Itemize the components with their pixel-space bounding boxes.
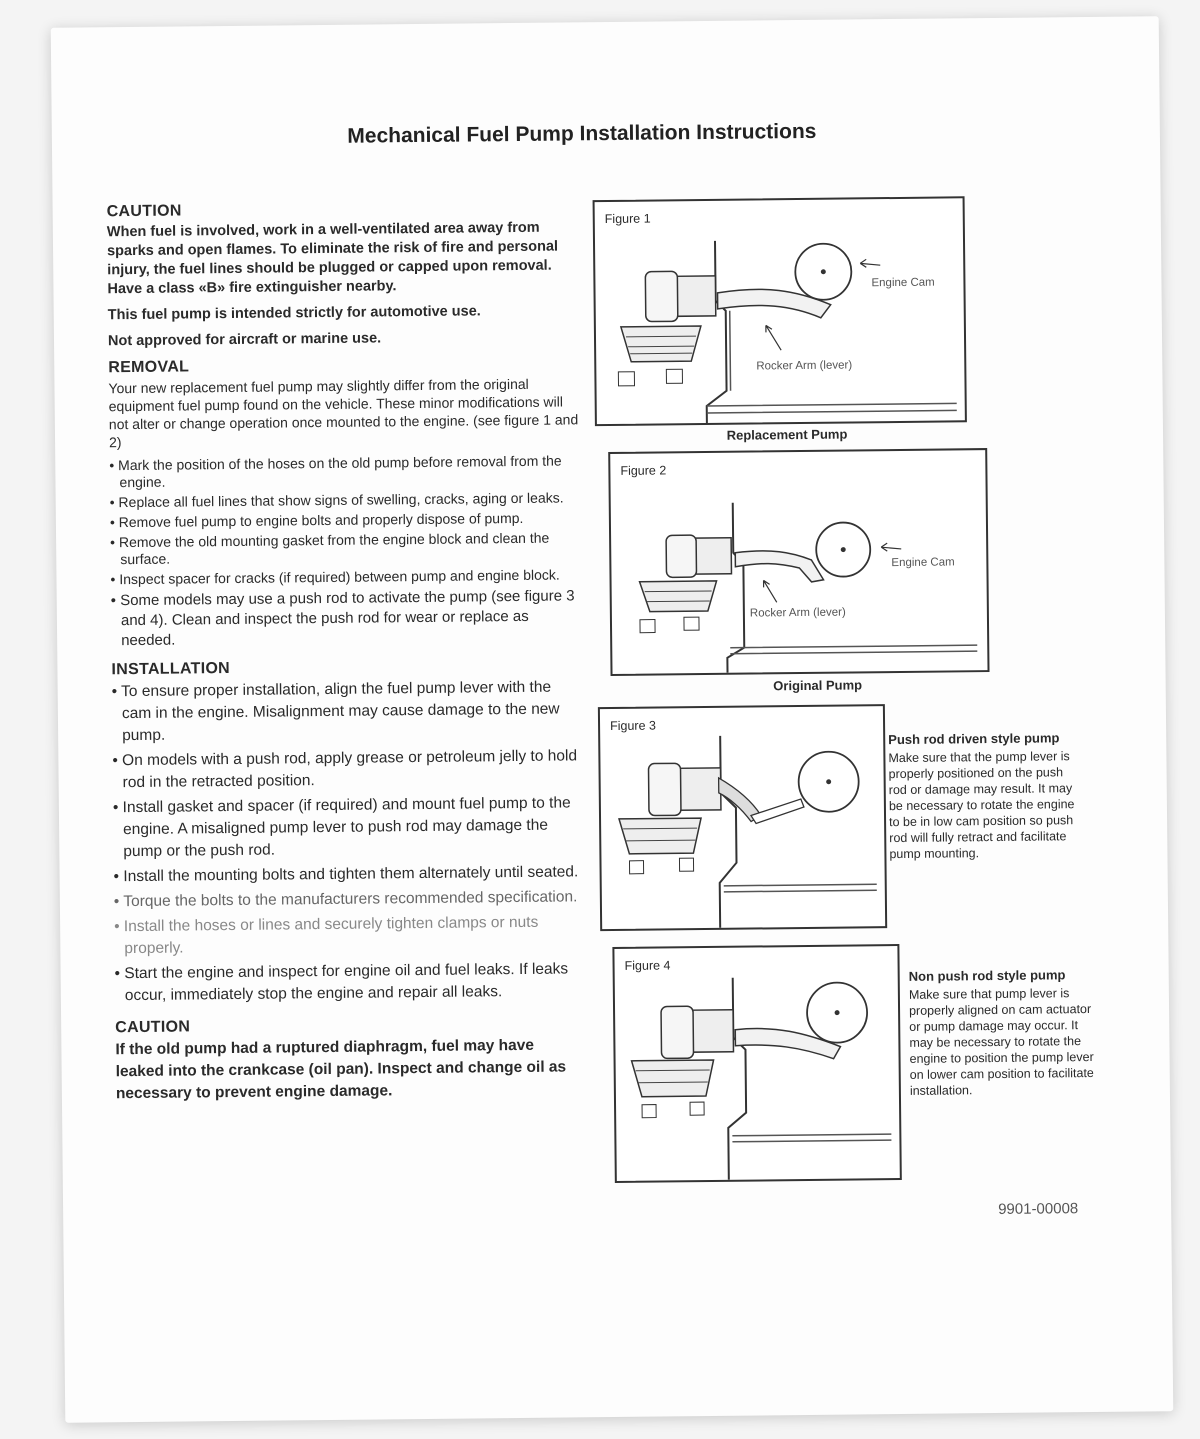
figure-4-diagram — [614, 946, 899, 1181]
caution-2 — [115, 1014, 586, 1105]
caution-text: When fuel is involved, work in a well-ventilated area away from sparks and open flames. To eliminate the risk of fire and personal injury, the fuel lines should be plugged or capped upon removal. Have a class «B» fire extinguisher nearby. — [106, 219, 559, 298]
non-push-rod-note-text: Make sure that pump lever is properly aligned on cam actuator or pump damage may occur. It may be necessary to rotate the engine to position the pump lever on lower cam position to facilitate installation. — [908, 986, 1094, 1098]
figure-1-diagram — [595, 198, 965, 424]
push-rod-note — [888, 730, 1079, 862]
automotive-use-note: This fuel pump is intended strictly for automotive use. — [107, 303, 481, 324]
part-number: 9901-00008 — [998, 1200, 1079, 1218]
instruction-sheet — [51, 16, 1174, 1423]
installation-step: • Start the engine and inspect for engine oil and fuel leaks. If leaks occur, immediately stop the engine and repair all leaks. — [115, 958, 585, 1007]
figure-1 — [593, 196, 967, 426]
rocker-arm-label: Rocker Arm (lever) — [749, 606, 846, 620]
figure-2 — [608, 448, 989, 676]
non-push-rod-note-title: Non push rod style pump — [908, 967, 1066, 984]
page-title: Mechanical Fuel Pump Installation Instructions — [347, 119, 817, 148]
installation-steps — [112, 676, 585, 1007]
removal-step: • Some models may use a push rod to activate the pump (see figure 3 and 4). Clean and inspect the push rod for wear or replace as needed. — [111, 586, 582, 651]
installation-step: • On models with a push rod, apply grease or petroleum jelly to hold rod in the retracted position. — [112, 745, 582, 794]
caution-2-heading: CAUTION — [115, 1018, 191, 1037]
push-rod-note-text: Make sure that the pump lever is properly positioned on the push rod or damage may result. It may be necessary to rotate the engine to be in low cam position so push rod will fully retract and facilitate pump mounting. — [888, 749, 1075, 862]
figure-4 — [612, 944, 901, 1183]
caution-2-text: If the old pump had a ruptured diaphragm, fuel may have leaked into the crankcase (oil pan). Inspect and change oil as necessary to prevent engine damage. — [115, 1036, 567, 1103]
removal-intro: Your new replacement fuel pump may slightly differ from the original equipment fuel pump found on the vehicle. These minor modifications will not alter or change operation once mounted to the engine. (see figure 1 and 2) — [108, 375, 579, 451]
engine-cam-label: Engine Cam — [871, 276, 935, 290]
caution-heading: CAUTION — [106, 202, 182, 221]
removal-step: • Remove fuel pump to engine bolts and properly dispose of pump. — [110, 509, 580, 531]
text-column — [106, 190, 586, 1112]
installation-step: • Install the hoses or lines and securely tighten clamps or nuts properly. — [114, 911, 584, 960]
installation-step: • Torque the bolts to the manufacturers recommended specification. — [114, 886, 584, 913]
installation-step: • To ensure proper installation, align the fuel pump lever with the cam in the engine. Misalignment may cause damage to the new pump. — [112, 676, 583, 747]
engine-cam-label: Engine Cam — [891, 556, 955, 570]
not-approved-note: Not approved for aircraft or marine use. — [107, 330, 382, 350]
figure-3-label: Figure 3 — [609, 718, 656, 734]
push-rod-note-title: Push rod driven style pump — [888, 730, 1060, 748]
figure-3 — [598, 704, 887, 931]
removal-step: • Mark the position of the hoses on the old pump before removal from the engine. — [109, 452, 579, 491]
figure-1-label: Figure 1 — [604, 211, 651, 227]
figure-2-label: Figure 2 — [620, 463, 667, 478]
non-push-rod-note — [909, 967, 1100, 1099]
removal-heading: REMOVAL — [108, 358, 190, 377]
installation-heading: INSTALLATION — [111, 659, 231, 679]
removal-step: • Inspect spacer for cracks (if required) between pump and engine block. — [110, 566, 580, 588]
installation-step: • Install the mounting bolts and tighten them alternately until seated. — [114, 861, 584, 888]
rocker-arm-label: Rocker Arm (lever) — [756, 359, 853, 373]
removal-steps — [109, 452, 581, 651]
figure-4-label: Figure 4 — [624, 958, 671, 973]
removal-step: • Replace all fuel lines that show signs of swelling, cracks, aging or leaks. — [110, 489, 580, 511]
installation-step: • Install gasket and spacer (if required) and mount fuel pump to the engine. A misaligned pump lever to push rod may damage the pump or the push rod. — [113, 792, 584, 863]
removal-step: • Remove the old mounting gasket from the engine block and clean the surface. — [110, 529, 580, 568]
figure-3-diagram — [600, 706, 885, 929]
figure-2-caption: Original Pump — [773, 677, 863, 694]
figure-1-caption: Replacement Pump — [726, 426, 848, 443]
